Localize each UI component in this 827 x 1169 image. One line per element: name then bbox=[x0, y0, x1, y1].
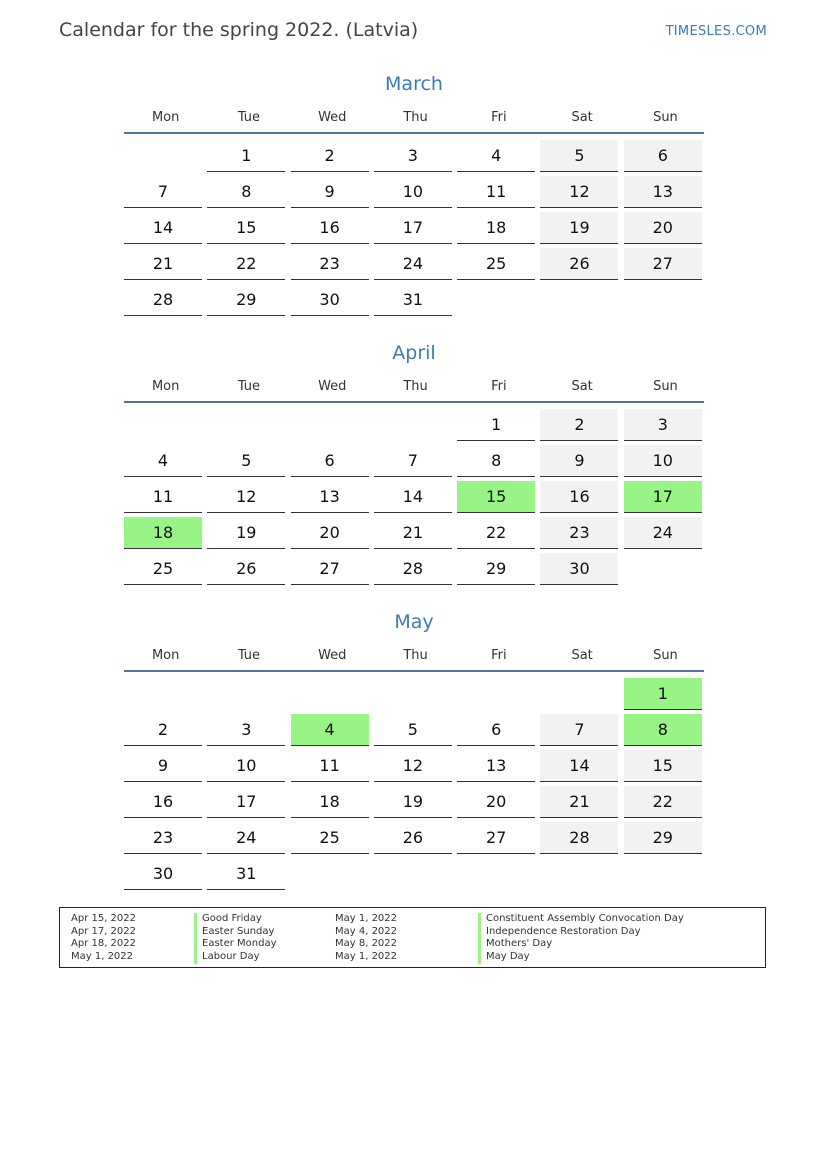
legend-date: May 8, 2022 bbox=[335, 938, 398, 950]
empty-day-cell bbox=[540, 858, 618, 889]
day-cell: 12 bbox=[374, 750, 452, 782]
weekday-label: Sun bbox=[653, 109, 678, 125]
day-cell: 10 bbox=[207, 750, 285, 782]
day-cell: 22 bbox=[207, 248, 285, 280]
month-title: March bbox=[385, 73, 443, 95]
day-cell: 11 bbox=[124, 481, 202, 513]
day-cell: 3 bbox=[624, 409, 702, 441]
day-cell: 17 bbox=[374, 212, 452, 244]
week-grid bbox=[124, 676, 704, 892]
week-grid bbox=[124, 138, 704, 318]
week-row bbox=[124, 282, 704, 318]
week-row bbox=[124, 712, 704, 748]
weekday-label: Fri bbox=[491, 647, 507, 663]
weekday-label: Mon bbox=[151, 378, 180, 394]
empty-day-cell bbox=[624, 284, 702, 315]
week-row bbox=[124, 784, 704, 820]
day-cell: 18 bbox=[457, 212, 535, 244]
weekday-label: Thu bbox=[403, 647, 428, 663]
day-cell: 5 bbox=[540, 140, 618, 172]
day-cell: 6 bbox=[624, 140, 702, 172]
holiday-legend bbox=[59, 907, 766, 968]
empty-day-cell bbox=[374, 409, 452, 440]
day-cell: 8 bbox=[207, 176, 285, 208]
day-cell: 10 bbox=[624, 445, 702, 477]
site-link[interactable]: TIMESLES.COM bbox=[665, 24, 767, 39]
day-cell: 28 bbox=[540, 822, 618, 854]
day-cell: 12 bbox=[540, 176, 618, 208]
empty-day-cell bbox=[374, 858, 452, 889]
legend-date: May 1, 2022 bbox=[335, 913, 398, 924]
legend-date: Apr 18, 2022 bbox=[71, 938, 137, 950]
day-cell: 11 bbox=[457, 176, 535, 208]
month-title: April bbox=[392, 342, 436, 364]
day-cell: 21 bbox=[540, 786, 618, 818]
week-row bbox=[124, 820, 704, 856]
legend-holiday-name: Mothers' Day bbox=[486, 938, 553, 950]
day-cell: 20 bbox=[291, 517, 369, 549]
week-row bbox=[124, 479, 704, 515]
day-cell: 18 bbox=[124, 517, 202, 549]
legend-holiday-name: May Day bbox=[486, 951, 530, 963]
day-cell: 4 bbox=[124, 445, 202, 477]
day-cell: 5 bbox=[374, 714, 452, 746]
day-cell: 31 bbox=[207, 858, 285, 890]
day-cell: 6 bbox=[457, 714, 535, 746]
day-cell: 28 bbox=[124, 284, 202, 316]
day-cell: 12 bbox=[207, 481, 285, 513]
day-cell: 20 bbox=[624, 212, 702, 244]
day-cell: 26 bbox=[207, 553, 285, 585]
day-cell: 30 bbox=[540, 553, 618, 585]
day-cell: 15 bbox=[207, 212, 285, 244]
day-cell: 19 bbox=[207, 517, 285, 549]
day-cell: 24 bbox=[624, 517, 702, 549]
empty-day-cell bbox=[624, 553, 702, 584]
day-cell: 13 bbox=[624, 176, 702, 208]
weekday-label: Tue bbox=[237, 109, 261, 125]
legend-holiday-name: Easter Sunday bbox=[202, 925, 275, 937]
day-cell: 14 bbox=[374, 481, 452, 513]
day-cell: 13 bbox=[291, 481, 369, 513]
weekday-label: Fri bbox=[491, 109, 507, 125]
day-cell: 16 bbox=[291, 212, 369, 244]
legend-right-dates bbox=[335, 913, 455, 964]
weekday-label: Sun bbox=[653, 378, 678, 394]
weekday-header bbox=[124, 640, 704, 672]
week-row bbox=[124, 676, 704, 712]
month-2 bbox=[124, 608, 704, 892]
day-cell: 15 bbox=[457, 481, 535, 513]
empty-day-cell bbox=[457, 678, 535, 709]
day-cell: 16 bbox=[540, 481, 618, 513]
day-cell: 2 bbox=[124, 714, 202, 746]
week-row bbox=[124, 174, 704, 210]
weekday-label: Wed bbox=[318, 109, 347, 125]
day-cell: 1 bbox=[624, 678, 702, 710]
day-cell: 19 bbox=[374, 786, 452, 818]
day-cell: 15 bbox=[624, 750, 702, 782]
day-cell: 29 bbox=[457, 553, 535, 585]
day-cell: 21 bbox=[374, 517, 452, 549]
day-cell: 18 bbox=[291, 786, 369, 818]
day-cell: 28 bbox=[374, 553, 452, 585]
empty-day-cell bbox=[457, 858, 535, 889]
day-cell: 2 bbox=[291, 140, 369, 172]
day-cell: 11 bbox=[291, 750, 369, 782]
day-cell: 20 bbox=[457, 786, 535, 818]
legend-right-names bbox=[478, 913, 684, 964]
day-cell: 9 bbox=[124, 750, 202, 782]
weekday-label: Sat bbox=[571, 378, 593, 394]
day-cell: 9 bbox=[540, 445, 618, 477]
week-row bbox=[124, 246, 704, 282]
day-cell: 3 bbox=[207, 714, 285, 746]
weekday-label: Tue bbox=[237, 647, 261, 663]
day-cell: 17 bbox=[624, 481, 702, 513]
day-cell: 7 bbox=[540, 714, 618, 746]
legend-date: May 1, 2022 bbox=[71, 951, 134, 963]
week-row bbox=[124, 856, 704, 892]
day-cell: 30 bbox=[291, 284, 369, 316]
empty-day-cell bbox=[124, 140, 202, 171]
month-1 bbox=[124, 339, 704, 587]
week-row bbox=[124, 443, 704, 479]
weekday-label: Fri bbox=[491, 378, 507, 394]
day-cell: 31 bbox=[374, 284, 452, 316]
day-cell: 29 bbox=[624, 822, 702, 854]
day-cell: 3 bbox=[374, 140, 452, 172]
day-cell: 25 bbox=[124, 553, 202, 585]
legend-holiday-name: Independence Restoration Day bbox=[486, 925, 641, 937]
week-grid bbox=[124, 407, 704, 587]
day-cell: 27 bbox=[457, 822, 535, 854]
day-cell: 25 bbox=[291, 822, 369, 854]
day-cell: 7 bbox=[124, 176, 202, 208]
legend-date: Apr 15, 2022 bbox=[71, 913, 137, 924]
empty-day-cell bbox=[291, 858, 369, 889]
week-row bbox=[124, 515, 704, 551]
week-row bbox=[124, 138, 704, 174]
legend-holiday-name: Easter Monday bbox=[202, 938, 277, 950]
day-cell: 24 bbox=[374, 248, 452, 280]
week-row bbox=[124, 551, 704, 587]
day-cell: 17 bbox=[207, 786, 285, 818]
day-cell: 22 bbox=[624, 786, 702, 818]
day-cell: 21 bbox=[124, 248, 202, 280]
day-cell: 26 bbox=[540, 248, 618, 280]
day-cell: 8 bbox=[457, 445, 535, 477]
month-title: May bbox=[394, 611, 434, 633]
legend-date: May 4, 2022 bbox=[335, 925, 398, 937]
day-cell: 13 bbox=[457, 750, 535, 782]
day-cell: 23 bbox=[540, 517, 618, 549]
week-row bbox=[124, 748, 704, 784]
month-0 bbox=[124, 70, 704, 318]
day-cell: 23 bbox=[124, 822, 202, 854]
day-cell: 14 bbox=[540, 750, 618, 782]
day-cell: 4 bbox=[291, 714, 369, 746]
weekday-label: Wed bbox=[318, 647, 347, 663]
empty-day-cell bbox=[457, 284, 535, 315]
day-cell: 6 bbox=[291, 445, 369, 477]
weekday-label: Thu bbox=[403, 378, 428, 394]
weekday-label: Wed bbox=[318, 378, 347, 394]
day-cell: 9 bbox=[291, 176, 369, 208]
day-cell: 23 bbox=[291, 248, 369, 280]
weekday-label: Sun bbox=[653, 647, 678, 663]
page-title: Calendar for the spring 2022. (Latvia) bbox=[59, 19, 419, 41]
legend-holiday-name: Constituent Assembly Convocation Day bbox=[486, 913, 684, 924]
day-cell: 25 bbox=[457, 248, 535, 280]
legend-date: Apr 17, 2022 bbox=[71, 925, 137, 937]
empty-day-cell bbox=[624, 858, 702, 889]
day-cell: 16 bbox=[124, 786, 202, 818]
legend-holiday-name: Labour Day bbox=[202, 951, 260, 963]
day-cell: 2 bbox=[540, 409, 618, 441]
empty-day-cell bbox=[374, 678, 452, 709]
week-row bbox=[124, 210, 704, 246]
empty-day-cell bbox=[207, 409, 285, 440]
day-cell: 27 bbox=[291, 553, 369, 585]
day-cell: 24 bbox=[207, 822, 285, 854]
day-cell: 1 bbox=[457, 409, 535, 441]
day-cell: 10 bbox=[374, 176, 452, 208]
day-cell: 26 bbox=[374, 822, 452, 854]
weekday-label: Tue bbox=[237, 378, 261, 394]
weekday-label: Mon bbox=[151, 647, 180, 663]
day-cell: 1 bbox=[207, 140, 285, 172]
legend-date: May 1, 2022 bbox=[335, 951, 398, 963]
day-cell: 5 bbox=[207, 445, 285, 477]
day-cell: 7 bbox=[374, 445, 452, 477]
legend-left-dates bbox=[71, 913, 191, 964]
legend-left-names bbox=[194, 913, 277, 964]
week-row bbox=[124, 407, 704, 443]
legend-holiday-name: Good Friday bbox=[202, 913, 262, 924]
day-cell: 14 bbox=[124, 212, 202, 244]
day-cell: 4 bbox=[457, 140, 535, 172]
empty-day-cell bbox=[291, 409, 369, 440]
day-cell: 30 bbox=[124, 858, 202, 890]
empty-day-cell bbox=[540, 284, 618, 315]
weekday-header bbox=[124, 102, 704, 134]
day-cell: 8 bbox=[624, 714, 702, 746]
empty-day-cell bbox=[540, 678, 618, 709]
day-cell: 29 bbox=[207, 284, 285, 316]
day-cell: 19 bbox=[540, 212, 618, 244]
day-cell: 27 bbox=[624, 248, 702, 280]
empty-day-cell bbox=[291, 678, 369, 709]
empty-day-cell bbox=[124, 678, 202, 709]
empty-day-cell bbox=[124, 409, 202, 440]
weekday-label: Sat bbox=[571, 647, 593, 663]
weekday-label: Sat bbox=[571, 109, 593, 125]
day-cell: 22 bbox=[457, 517, 535, 549]
empty-day-cell bbox=[207, 678, 285, 709]
weekday-header bbox=[124, 371, 704, 403]
weekday-label: Mon bbox=[151, 109, 180, 125]
weekday-label: Thu bbox=[403, 109, 428, 125]
